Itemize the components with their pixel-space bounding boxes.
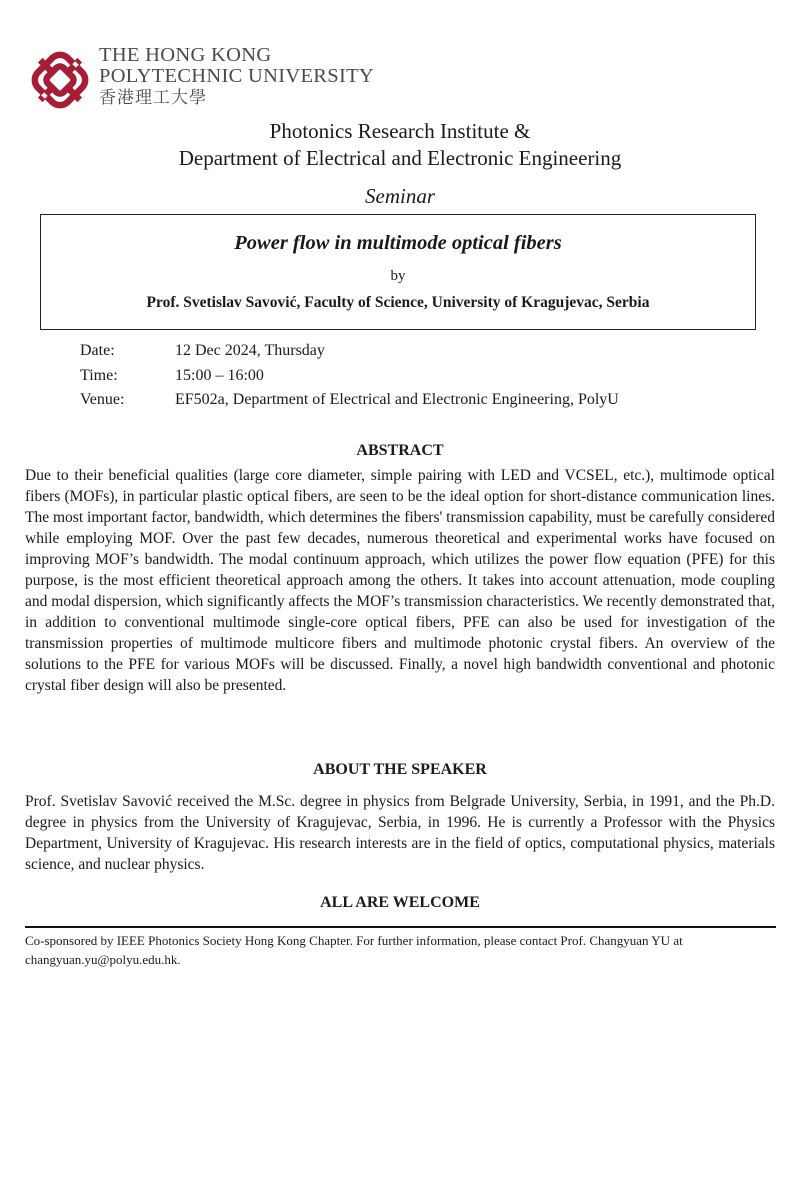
date-label: Date:	[80, 342, 115, 359]
about-speaker-heading: ABOUT THE SPEAKER	[313, 761, 487, 778]
footer-contact: Co-sponsored by IEEE Photonics Society Hong Kong Chapter. For further information, please contact Prof. Changyuan YU at changyuan.yu@polyu.edu.hk.	[25, 933, 683, 967]
about-speaker-text: Prof. Svetislav Savović received the M.Sc. degree in physics from Belgrade University, Serbia, in 1991, and the Ph.D. degree in physics from the University of Kragujevac, Serbia, in 1996. He is currently a Professor with the Physics Department, University of Kragujevac. His research interests are in the field of optics, computational physics, materials science, and nuclear physics.	[25, 793, 775, 873]
detail-row-date	[80, 339, 619, 364]
detail-row-venue	[80, 388, 619, 413]
university-name-chinese: 香港理工大學	[99, 88, 207, 108]
talk-title-box	[40, 214, 756, 330]
detail-row-time	[80, 364, 619, 389]
university-logo	[24, 44, 96, 116]
venue-value: EF502a, Department of Electrical and Electronic Engineering, PolyU	[175, 391, 619, 408]
department-line2: Department of Electrical and Electronic Engineering	[178, 146, 622, 170]
department-line1: Photonics Research Institute &	[269, 119, 531, 143]
abstract-text: Due to their beneficial qualities (large core diameter, simple pairing with LED and VCSEL, etc.), multimode optical fibers (MOFs), in particular plastic optical fibers, are seen to be the ideal option for short-distance communication lines. The most important factor, bandwidth, which determines the fibers' transmission capability, must be carefully considered while employing MOF. Over the past few decades, numerous theoretical and experimental works have focused on improving MOF’s bandwidth. The modal continuum approach, which utilizes the power flow equation (PFE) for this purpose, is the most efficient theoretical approach among the others. It takes into account attenuation, mode coupling and modal dispersion, which significantly affects the MOF’s transmission characteristics. We recently demonstrated that, in addition to conventional multimode single-core optical fibers, PFE can also be used for investigation of the transmission properties of multimode multicore fibers and multimode photonic crystal fibers. An overview of the solutions to the PFE for various MOFs will be discussed. Finally, a novel high bandwidth conventional and photonic crystal fiber design will also be presented.	[25, 467, 775, 694]
university-name-line2: POLYTECHNIC UNIVERSITY	[99, 65, 375, 87]
event-details	[80, 339, 619, 413]
speaker-affiliation: Prof. Svetislav Savović, Faculty of Science, University of Kragujevac, Serbia	[146, 294, 650, 311]
venue-label: Venue:	[80, 391, 125, 408]
welcome-heading: ALL ARE WELCOME	[320, 894, 480, 911]
university-name	[99, 45, 374, 109]
event-type: Seminar	[365, 184, 435, 208]
footer-divider	[25, 926, 776, 928]
abstract-heading: ABSTRACT	[356, 442, 444, 459]
time-value: 15:00 – 16:00	[175, 366, 264, 384]
by-label: by	[390, 268, 406, 284]
university-name-line1: THE HONG KONG	[99, 44, 272, 66]
time-label: Time:	[80, 366, 118, 384]
date-value: 12 Dec 2024, Thursday	[175, 342, 325, 359]
talk-title: Power flow in multimode optical fibers	[234, 232, 562, 254]
